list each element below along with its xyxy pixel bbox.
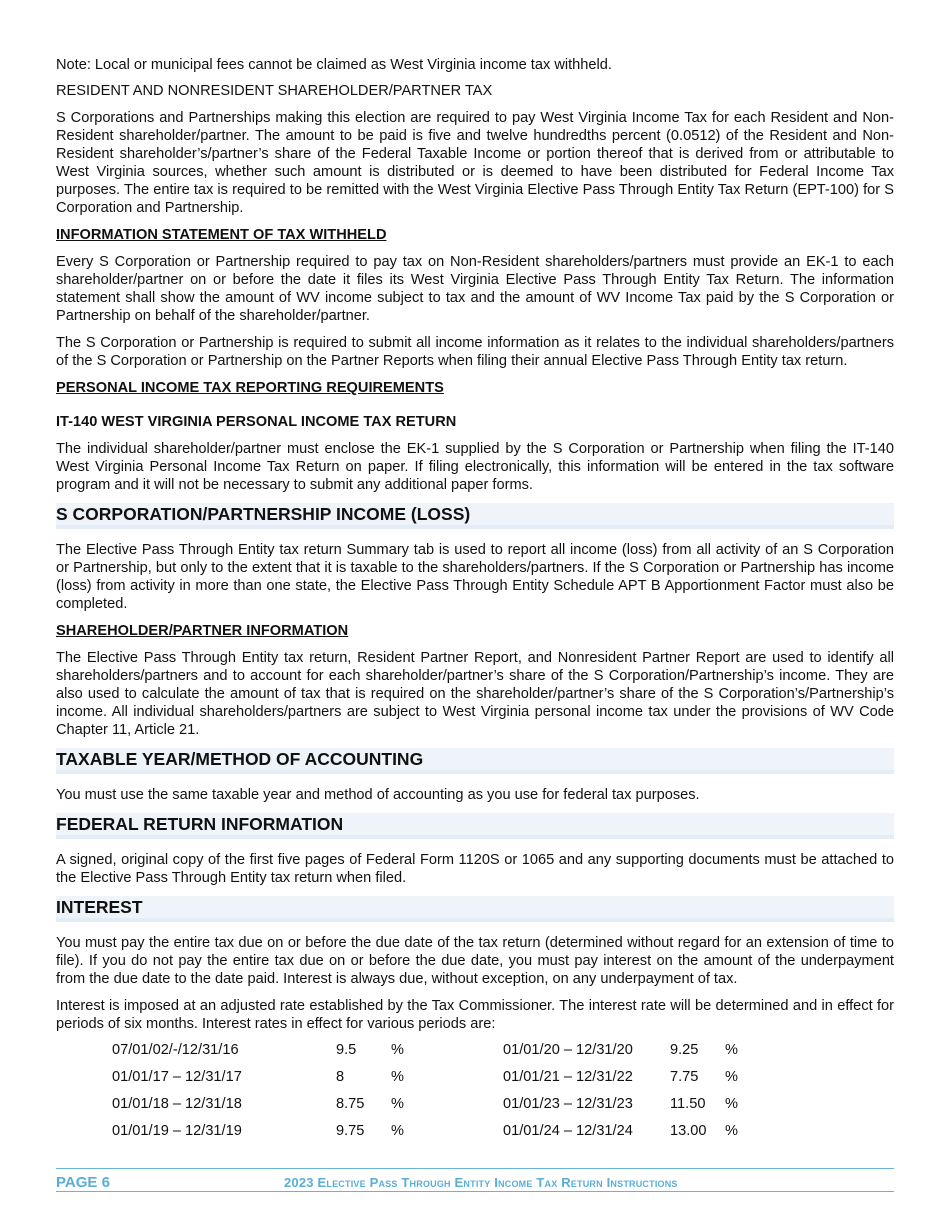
percent-cell: % — [725, 1069, 738, 1085]
it140-heading: IT-140 WEST VIRGINIA PERSONAL INCOME TAX RETURN — [56, 414, 457, 430]
period-cell: 07/01/02/-/12/31/16 — [112, 1042, 239, 1058]
percent-cell: % — [391, 1096, 404, 1112]
period-cell: 01/01/18 – 12/31/18 — [112, 1096, 242, 1112]
resident-heading: RESIDENT AND NONRESIDENT SHAREHOLDER/PARTNER TAX — [56, 83, 493, 99]
page-number: PAGE 6 — [56, 1174, 110, 1191]
pit-requirements-heading: PERSONAL INCOME TAX REPORTING REQUIREMENTS — [56, 380, 444, 396]
rate-cell: 8.75 — [336, 1096, 365, 1112]
interest-paragraph-2: Interest is imposed at an adjusted rate established by the Tax Commissioner. The interest rate will be determined and in effect for periods of six months. Interest rates in effect for various periods are: — [56, 998, 894, 1032]
taxable-year-heading: TAXABLE YEAR/METHOD OF ACCOUNTING — [56, 748, 894, 774]
rate-cell: 13.00 — [670, 1123, 707, 1139]
rate-cell: 7.75 — [670, 1069, 699, 1085]
percent-cell: % — [391, 1123, 404, 1139]
taxable-year-paragraph: You must use the same taxable year and method of accounting as you use for federal tax purposes. — [56, 787, 700, 803]
resident-paragraph: S Corporations and Partnerships making this election are required to pay West Virginia Income Tax for each Resident and Non-Resident shareholder/partner. The amount to be paid is five and twelve hundredths percent (0.0512) of the Resident and Non-Resident shareholder’s/partner’s share of the Federal Taxable Income or portion thereof that is derived from or attributable to West Virginia sources, whether such amount is distributed or is deemed to have been distributed for Federal Income Tax purposes. The entire tax is required to be remitted with the West Virginia Elective Pass Through Entity Tax Return (EPT-100) for S Corporation and Partnership. — [56, 110, 894, 216]
shareholder-info-heading: SHAREHOLDER/PARTNER INFORMATION — [56, 623, 349, 639]
scorp-income-heading: S CORPORATION/PARTNERSHIP INCOME (LOSS) — [56, 503, 894, 529]
percent-cell: % — [391, 1042, 404, 1058]
rate-cell: 9.75 — [336, 1123, 365, 1139]
period-cell: 01/01/20 – 12/31/20 — [503, 1042, 633, 1058]
rate-cell: 9.5 — [336, 1042, 357, 1058]
info-paragraph-1: Every S Corporation or Partnership required to pay tax on Non-Resident shareholders/partners must provide an EK-1 to each shareholder/partner on or before the date it files its West Virginia Elective Pass Through Entity Tax Return. The information statement shall show the amount of WV income subject to tax and the amount of WV Income Tax paid by the S Corporation or Partnership on behalf of the shareholder/partner. — [56, 254, 894, 324]
scorp-income-paragraph: The Elective Pass Through Entity tax return Summary tab is used to report all income (loss) from all activity of an S Corporation or Partnership, but only to the extent that it is taxable to the shareholders/partners. If the S Corporation or Partnership has income (loss) from activity in more than one state, the Elective Pass Through Entity Schedule APT B Apportionment Factor must also be completed. — [56, 542, 894, 612]
federal-return-heading: FEDERAL RETURN INFORMATION — [56, 813, 894, 839]
period-cell: 01/01/17 – 12/31/17 — [112, 1069, 242, 1085]
interest-heading: INTEREST — [56, 896, 894, 922]
table-row — [112, 1069, 765, 1096]
federal-return-paragraph: A signed, original copy of the first five pages of Federal Form 1120S or 1065 and any supporting documents must be attached to the Elective Pass Through Entity tax return when filed. — [56, 852, 894, 886]
period-cell: 01/01/19 – 12/31/19 — [112, 1123, 242, 1139]
it140-paragraph: The individual shareholder/partner must enclose the EK-1 supplied by the S Corporation or Partnership when filing the IT-140 West Virginia Personal Income Tax Return on paper. If filing electronically, this information will be entered in the tax software program and it will not be necessary to submit any additional paper forms. — [56, 441, 894, 493]
rate-cell: 11.50 — [670, 1096, 706, 1112]
period-cell: 01/01/24 – 12/31/24 — [503, 1123, 633, 1139]
percent-cell: % — [725, 1096, 738, 1112]
percent-cell: % — [725, 1042, 738, 1058]
percent-cell: % — [725, 1123, 738, 1139]
percent-cell: % — [391, 1069, 404, 1085]
shareholder-info-paragraph: The Elective Pass Through Entity tax return, Resident Partner Report, and Nonresident Partner Report are used to identify all shareholders/partners and to account for each shareholder/partner’s share of the S Corporation/Partnership’s income. They are also used to calculate the amount of tax that is required on the shareholder/partner’s share of the S Corporation’s/Partnership’s income. All individual shareholders/partners are subject to West Virginia personal income tax under the provisions of WV Code Chapter 11, Article 21. — [56, 650, 894, 738]
info-paragraph-2: The S Corporation or Partnership is required to submit all income information as it relates to the individual shareholders/partners of the S Corporation or Partnership on the Partner Reports when filing their annual Elective Pass Through Entity tax return. — [56, 335, 894, 369]
interest-rates-table — [112, 1042, 765, 1150]
table-row — [112, 1096, 765, 1123]
table-row — [112, 1123, 765, 1150]
interest-paragraph-1: You must pay the entire tax due on or before the due date of the tax return (determined without regard for an extension of time to file). If you do not pay the entire tax due on or before the due date, you must pay interest on the amount of the underpayment from the due date to the date paid. Interest is always due, without exception, on any underpayment of tax. — [56, 935, 894, 987]
footer-title: 2023 Elective Pass Through Entity Income Tax Return Instructions — [284, 1175, 678, 1190]
rate-cell: 9.25 — [670, 1042, 699, 1058]
period-cell: 01/01/21 – 12/31/22 — [503, 1069, 633, 1085]
page-footer — [56, 1168, 894, 1192]
rate-cell: 8 — [336, 1069, 345, 1085]
info-statement-heading: INFORMATION STATEMENT OF TAX WITHHELD — [56, 227, 387, 243]
note-text: Note: Local or municipal fees cannot be claimed as West Virginia income tax withheld. — [56, 57, 612, 73]
period-cell: 01/01/23 – 12/31/23 — [503, 1096, 633, 1112]
table-row — [112, 1042, 765, 1069]
